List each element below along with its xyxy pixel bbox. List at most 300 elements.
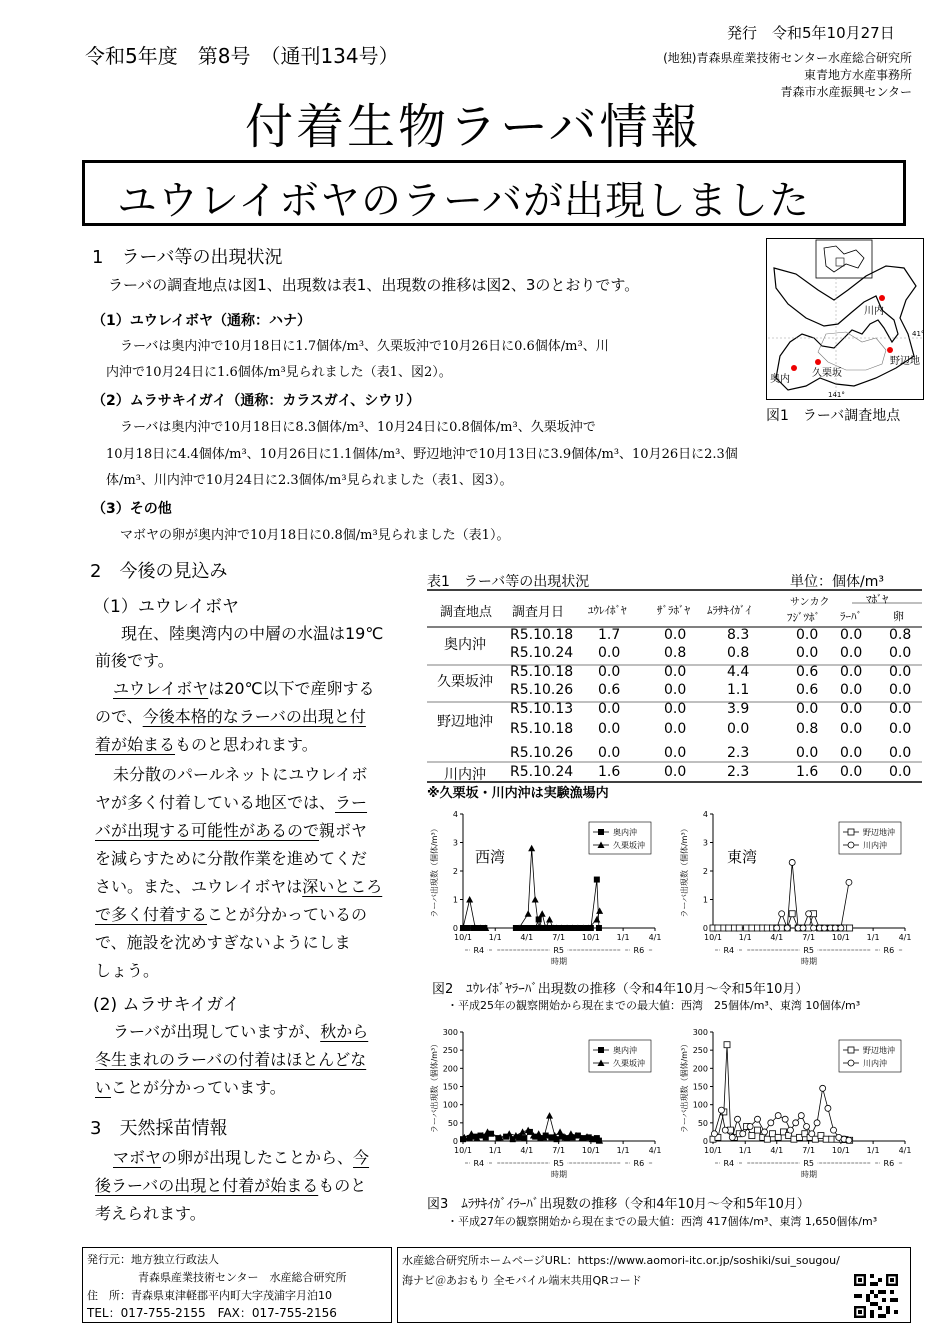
section2-p4 — [95, 1018, 368, 1102]
period-label: R4 — [723, 1159, 735, 1168]
table-cell-value: 0.0 — [664, 745, 687, 761]
data-point — [787, 1127, 793, 1133]
y-tick-label: 0 — [702, 924, 708, 933]
data-point — [793, 1120, 799, 1126]
y-axis-label: ラーバ出現数（個体/m³） — [430, 1039, 439, 1134]
period-label: R6 — [883, 1159, 895, 1168]
text-run: さい。また、ユウレイボヤは — [95, 877, 303, 896]
series-line — [777, 862, 849, 928]
data-point — [789, 859, 795, 865]
data-point — [594, 877, 600, 883]
table-cell-date: R5.10.13 — [510, 701, 574, 717]
legend-label: 久栗坂沖 — [613, 841, 645, 850]
text-run: ラーバが出現していますが、 — [113, 1022, 321, 1041]
data-point — [736, 925, 742, 931]
text-run: で、施設を沈めすぎないようにしま — [95, 933, 351, 952]
legend-label: 川内沖 — [863, 841, 887, 850]
p1-line: 前後です。 — [95, 651, 174, 670]
table-cell-value: 0.6 — [796, 682, 819, 698]
map-caption: 図1 ラーバ調査地点 — [766, 408, 901, 424]
text-run: ことが分かっているの — [207, 905, 368, 924]
site-noheji — [887, 347, 893, 353]
station-kuriyasaka: 久栗坂沖 — [437, 674, 493, 690]
text-run: ものと思われます。 — [175, 735, 318, 754]
x-tick-label: 10/1 — [581, 1146, 600, 1155]
y-tick-label: 200 — [442, 1064, 458, 1074]
legend-label: 奥内沖 — [613, 1046, 637, 1055]
table-cell-value: 0.0 — [664, 664, 687, 680]
data-point — [846, 879, 852, 885]
table-note: ※久栗坂・川内沖は実験漁場内 — [427, 786, 609, 801]
sub1-line-1: ラーバは奥内沖で10月18日に1.7個体/m³、久栗坂沖で10月26日に0.6個体/m³、川 — [120, 339, 609, 354]
text-run: しょう。 — [95, 961, 160, 980]
paragraph-line — [95, 789, 382, 817]
data-point — [539, 910, 546, 917]
publisher-1: (地独)青森県産業技術センター水産総合研究所 — [663, 51, 912, 65]
chart-fig3-east — [675, 1020, 920, 1185]
table-cell-value: 0.0 — [889, 645, 912, 661]
chart-title: 東湾 — [727, 848, 758, 866]
y-tick-label: 200 — [692, 1064, 708, 1074]
table-cell-value: 3.9 — [727, 701, 750, 717]
x-axis-label: 時期 — [801, 957, 817, 966]
table-cell-value: 0.0 — [796, 627, 819, 643]
col-header-sankaku: サンカク — [790, 597, 830, 608]
x-tick-label: 1/1 — [488, 1146, 502, 1155]
section1-heading: 1 ラーバ等の出現状況 — [92, 247, 283, 268]
data-point — [820, 1085, 826, 1091]
data-point — [754, 1127, 760, 1133]
data-point — [848, 1060, 854, 1066]
x-tick-label: 1/1 — [866, 1146, 880, 1155]
y-tick-label: 3 — [452, 838, 458, 848]
y-tick-label: 0 — [452, 1137, 458, 1146]
table-cell-value: 0.0 — [664, 764, 687, 780]
period-label: R5 — [553, 946, 564, 955]
col-header-maboya: ﾏﾎﾞﾔ — [866, 593, 888, 606]
table-cell-date: R5.10.26 — [510, 682, 574, 698]
table-cell-value: 0.0 — [598, 721, 621, 737]
data-point — [812, 1136, 818, 1142]
data-point — [740, 1131, 746, 1137]
data-point — [789, 911, 795, 917]
table-cell-value: 0.0 — [840, 764, 863, 780]
data-point — [726, 925, 732, 931]
table-cell-value: 0.0 — [598, 701, 621, 717]
underlined-text: ラー — [335, 793, 368, 812]
y-tick-label: 300 — [692, 1028, 708, 1037]
data-point — [779, 911, 785, 917]
section2-sub2-title: (2) ムラサキイガイ — [93, 995, 240, 1015]
paragraph-line — [95, 873, 382, 901]
legend-label: 久栗坂沖 — [613, 1059, 645, 1068]
site-kuriyasaka — [815, 359, 821, 365]
x-axis-label: 時期 — [551, 1170, 567, 1179]
table-cell-value: 0.0 — [598, 745, 621, 761]
col-header-larva: ﾗｰﾊﾞ — [840, 610, 862, 623]
underlined-text: 秋から — [320, 1022, 369, 1041]
chart-fig2-west — [425, 802, 670, 972]
data-point — [724, 1042, 730, 1048]
legend-label: 野辺地沖 — [863, 1046, 895, 1055]
table-cell-date: R5.10.18 — [510, 664, 574, 680]
x-tick-label: 4/1 — [520, 1146, 534, 1155]
col-header-murasakiigai: ﾑﾗｻｷｲｶﾞｲ — [707, 604, 751, 617]
chart-fig2-east — [675, 802, 920, 972]
data-point — [535, 1130, 542, 1137]
col-header-station: 調査地点 — [440, 605, 493, 620]
y-axis-label: ラーバ出現数（個体/m³） — [430, 824, 439, 918]
x-tick-label: 4/1 — [898, 933, 912, 942]
x-tick-label: 10/1 — [454, 933, 472, 942]
x-tick-label: 1/1 — [616, 1146, 630, 1155]
table-cell-value: 0.0 — [664, 627, 687, 643]
y-tick-label: 50 — [447, 1118, 458, 1128]
table-cell-date: R5.10.24 — [510, 764, 574, 780]
paragraph-line — [95, 1074, 368, 1102]
data-point — [798, 1113, 804, 1119]
table-caption: 表1 ラーバ等の出現状況 — [427, 574, 590, 590]
data-point — [567, 1130, 574, 1137]
paragraph-line — [95, 817, 382, 845]
paragraph-line — [95, 761, 382, 789]
qr-code-icon[interactable] — [854, 1274, 898, 1318]
station-noheji: 野辺地沖 — [437, 714, 493, 730]
data-point — [823, 1136, 829, 1142]
paragraph-line — [95, 901, 382, 929]
table-cell-value: 0.0 — [840, 645, 863, 661]
data-point — [729, 1134, 735, 1140]
sub3-title: （3）その他 — [92, 501, 172, 517]
data-point — [747, 1123, 753, 1129]
y-tick-label: 50 — [697, 1118, 708, 1128]
underlined-text: ユウレイボヤ — [113, 679, 209, 698]
data-point — [775, 1113, 781, 1119]
site-kawauchi — [879, 295, 885, 301]
table-cell-value: 0.0 — [664, 721, 687, 737]
x-tick-label: 1/1 — [738, 1146, 752, 1155]
table-cell-value: 4.4 — [727, 664, 750, 680]
data-point — [715, 925, 721, 931]
paragraph-line — [95, 845, 382, 873]
data-point — [811, 925, 817, 931]
table-cell-value: 0.8 — [796, 721, 819, 737]
col-header-egg: 卵 — [893, 610, 904, 623]
table-cell-value: 0.8 — [664, 645, 687, 661]
issue-date: 発行 令和5年10月27日 — [727, 24, 895, 42]
sub2-title: （2）ムラサキイガイ（通称：カラスガイ、シウリ） — [92, 393, 421, 409]
text-run: を減らすために分散作業を進めてくだ — [95, 849, 368, 868]
table-cell-value: 0.0 — [840, 745, 863, 761]
paragraph-line — [95, 1172, 369, 1200]
map-lon-label: 141° — [828, 391, 845, 399]
data-point — [722, 1127, 728, 1133]
map-label-kuriyasaka: 久栗坂 — [812, 368, 842, 379]
x-tick-label: 10/1 — [831, 1146, 850, 1155]
data-point — [768, 1120, 774, 1126]
table-cell-value: 2.3 — [727, 764, 750, 780]
data-point — [832, 925, 838, 931]
data-point — [466, 896, 473, 903]
x-tick-label: 10/1 — [704, 1146, 722, 1155]
data-point — [821, 925, 827, 931]
survey-map — [766, 238, 924, 400]
data-point — [749, 1133, 755, 1139]
issue-number: 令和5年度 第8号 （通刊134号） — [85, 44, 399, 68]
legend-label: 野辺地沖 — [863, 828, 895, 837]
data-point — [735, 1116, 741, 1122]
section3-heading: 3 天然採苗情報 — [90, 1118, 228, 1139]
data-point — [711, 1131, 717, 1137]
legend-label: 川内沖 — [863, 1059, 887, 1068]
table-cell-value: 2.3 — [727, 745, 750, 761]
data-point — [557, 1128, 564, 1135]
y-tick-label: 300 — [442, 1028, 458, 1037]
y-tick-label: 0 — [702, 1137, 708, 1146]
data-point — [847, 925, 853, 931]
y-tick-label: 150 — [692, 1082, 708, 1092]
underlined-text: 着が始まる — [95, 735, 176, 754]
col-header-yureiboya: ﾕｳﾚｲﾎﾞﾔ — [588, 604, 627, 617]
text-run: 親ボヤ — [319, 821, 368, 840]
y-tick-label: 250 — [692, 1046, 708, 1056]
underlined-text: い — [95, 1078, 112, 1097]
table-cell-value: 0.0 — [889, 721, 912, 737]
data-point — [831, 1127, 837, 1133]
x-tick-label: 7/1 — [802, 1146, 816, 1155]
footer-contact: TEL：017-755-2155 FAX：017-755-2156 — [87, 1306, 337, 1320]
data-point — [848, 842, 854, 848]
y-tick-label: 2 — [452, 867, 458, 876]
data-point — [525, 910, 532, 917]
table-cell-value: 8.3 — [727, 627, 750, 643]
publisher-2: 東青地方水産事務所 — [803, 68, 912, 82]
underlined-text: 後ラーバの出現と付着が始まる — [95, 1176, 319, 1195]
period-label: R4 — [473, 1159, 485, 1168]
data-point — [762, 1129, 768, 1135]
data-point — [791, 1136, 797, 1142]
data-point — [506, 1130, 513, 1137]
p1-line: 現在、陸奥湾内の中層の水温は19℃ — [121, 624, 384, 643]
x-tick-label: 4/1 — [648, 933, 662, 942]
sub1-line-2: 内沖で10月24日に1.6個体/m³見られました（表1、図2）。 — [106, 365, 452, 380]
y-tick-label: 100 — [692, 1100, 708, 1110]
map-label-noheji: 野辺地 — [890, 356, 920, 367]
y-tick-label: 100 — [442, 1100, 458, 1110]
sub2-line-1: ラーバは奥内沖で10月18日に8.3個体/m³、10月24日に0.8個体/m³、久栗坂沖で — [120, 420, 596, 435]
data-point — [598, 1047, 604, 1053]
table-cell-date: R5.10.18 — [510, 627, 574, 643]
col-header-zaraboya: ｻﾞﾗﾎﾞﾔ — [657, 604, 690, 617]
chart-title: 西湾 — [475, 848, 506, 866]
x-tick-label: 10/1 — [581, 933, 600, 942]
data-point — [804, 1123, 810, 1129]
station-okunai: 奥内沖 — [444, 637, 486, 653]
data-point — [521, 1135, 527, 1141]
table-cell-value: 0.0 — [840, 664, 863, 680]
section2-p1 — [95, 620, 383, 674]
table-cell-value: 0.8 — [889, 627, 912, 643]
footer-address: 住 所：青森県東津軽郡平内町大字茂浦字月泊10 — [87, 1289, 332, 1302]
data-point — [593, 916, 600, 923]
data-point — [809, 1131, 815, 1137]
period-label: R6 — [633, 946, 645, 955]
x-tick-label: 1/1 — [616, 933, 630, 942]
text-run: ものと — [318, 1176, 367, 1195]
table-cell-value: 0.0 — [664, 701, 687, 717]
period-label: R5 — [553, 1159, 564, 1168]
sub2-line-2: 10月18日に4.4個体/m³、10月26日に1.1個体/m³、野辺地沖で10月13日に3.9個体/m³、10月26日に2.3個 — [106, 447, 738, 462]
y-tick-label: 4 — [452, 810, 458, 819]
x-axis-label: 時期 — [801, 1170, 817, 1179]
footer-url[interactable]: 水産総合研究所ホームページURL：https://www.aomori-itc.or.jp/soshiki/sui_sougou/ — [402, 1254, 840, 1267]
x-tick-label: 7/1 — [802, 933, 816, 942]
data-point — [838, 925, 844, 931]
y-tick-label: 1 — [452, 895, 458, 905]
paragraph-line — [95, 1200, 369, 1228]
sub3-line-1: マボヤの卵が奥内沖で10月18日に0.8個/m³見られました（表1）。 — [120, 528, 510, 543]
legend-label: 奥内沖 — [613, 828, 637, 837]
table-cell-value: 0.0 — [598, 664, 621, 680]
table-cell-date: R5.10.26 — [510, 745, 574, 761]
data-point — [800, 925, 806, 931]
sub1-title: （1）ユウレイボヤ（通称：ハナ） — [92, 313, 312, 329]
sub2-line-3: 体/m³、川内沖で10月24日に2.3個体/m³見られました（表1、図3）。 — [106, 473, 513, 488]
section2-sub1-title: （1）ユウレイボヤ — [93, 597, 239, 617]
text-run: 考えられます。 — [95, 1204, 206, 1223]
y-axis-label: ラーバ出現数（個体/m³） — [680, 824, 689, 918]
x-tick-label: 7/1 — [552, 1146, 566, 1155]
data-point — [784, 925, 790, 931]
text-run: の卵が出現したことから、 — [161, 1148, 354, 1167]
x-tick-label: 4/1 — [648, 1146, 662, 1155]
footer-org: 青森県産業技術センター 水産総合研究所 — [138, 1271, 347, 1284]
x-tick-label: 4/1 — [770, 1146, 784, 1155]
data-point — [774, 925, 780, 931]
paragraph-line — [95, 1144, 369, 1172]
y-tick-label: 0 — [452, 924, 458, 933]
underlined-text: 今 — [353, 1148, 370, 1167]
table-cell-value: 1.6 — [598, 764, 621, 780]
data-point — [468, 1130, 475, 1137]
paragraph-line — [95, 703, 375, 731]
x-tick-label: 1/1 — [738, 933, 752, 942]
map-lat-label: 41° — [912, 330, 924, 338]
table-cell-value: 0.0 — [889, 701, 912, 717]
inset-map — [816, 240, 872, 278]
table-cell-value: 0.0 — [664, 682, 687, 698]
table-cell-value: 0.0 — [889, 682, 912, 698]
table-cell-value: 0.0 — [840, 682, 863, 698]
text-run: は20℃以下で産卵する — [208, 679, 375, 698]
fig2-note: ・平成25年の観察開始から現在までの最大値：西湾 25個体/m³、東湾 10個体/m³ — [447, 999, 861, 1012]
paragraph-line — [95, 957, 382, 985]
y-tick-label: 150 — [442, 1082, 458, 1092]
data-point — [848, 829, 854, 835]
data-point — [825, 1105, 831, 1111]
data-point — [528, 845, 535, 852]
table-cell-value: 0.0 — [889, 764, 912, 780]
text-run: 未分散のパールネットにユウレイボ — [113, 765, 368, 784]
table-cell-value: 0.0 — [840, 721, 863, 737]
table-cell-value: 1.6 — [796, 764, 819, 780]
period-label: R6 — [633, 1159, 645, 1168]
data-point — [596, 907, 603, 914]
fig3-caption: 図3 ﾑﾗｻｷｲｶﾞｲﾗｰﾊﾞ出現数の推移（令和4年10月～令和5年10月） — [427, 1197, 810, 1212]
x-tick-label: 4/1 — [520, 933, 534, 942]
data-point — [532, 896, 539, 903]
data-point — [718, 1107, 724, 1113]
data-point — [848, 1047, 854, 1053]
table-cell-value: 0.0 — [796, 701, 819, 717]
section2-p3 — [95, 761, 382, 985]
underlined-text: で多く付着する — [95, 905, 208, 924]
footer-publisher-box — [82, 1247, 392, 1323]
underlined-text: 深いところ — [302, 877, 383, 896]
table-unit: 単位：個体/m³ — [790, 574, 884, 590]
table-cell-value: 0.0 — [796, 745, 819, 761]
period-label: R4 — [723, 946, 735, 955]
period-label: R6 — [883, 946, 895, 955]
period-label: R5 — [803, 1159, 814, 1168]
map-label-kawauchi: 川内 — [864, 306, 884, 317]
underlined-text: 今後本格的なラーバの出現と付 — [142, 707, 366, 726]
data-point — [546, 1112, 553, 1119]
section2-p2 — [95, 675, 375, 759]
col-header-date: 調査月日 — [512, 605, 565, 620]
table-cell-value: 1.1 — [727, 682, 750, 698]
table-cell-value: 0.6 — [796, 664, 819, 680]
data-point — [598, 829, 604, 835]
headline: ユウレイボヤのラーバが出現しました — [117, 178, 810, 224]
period-label: R4 — [473, 946, 485, 955]
data-point — [770, 1131, 776, 1137]
text-run: ので、 — [95, 707, 143, 726]
paragraph-line — [95, 1018, 368, 1046]
data-point — [814, 1120, 820, 1126]
section2-heading: 2 今後の見込み — [90, 561, 228, 582]
publisher-3: 青森市水産振興センター — [780, 85, 912, 99]
paragraph-line — [95, 1046, 368, 1074]
underlined-text: 冬生まれのラーバの付着はほとんどな — [95, 1050, 367, 1069]
site-okunai — [791, 365, 797, 371]
paragraph-line — [95, 929, 382, 957]
period-label: R5 — [803, 946, 814, 955]
data-point — [806, 911, 812, 917]
text-run: ことが分かっています。 — [111, 1078, 286, 1097]
x-tick-label: 10/1 — [704, 933, 722, 942]
table-cell-value: 0.0 — [840, 701, 863, 717]
data-point — [519, 1128, 526, 1135]
data-point — [546, 916, 553, 923]
x-axis-label: 時期 — [551, 957, 567, 966]
col-header-fujitsubo: ﾌｼﾞﾂﾎﾞ — [787, 611, 820, 624]
series-line — [713, 1045, 850, 1141]
data-point — [596, 925, 602, 931]
table-cell-value: 0.0 — [889, 664, 912, 680]
headline-box — [82, 160, 906, 226]
x-tick-label: 1/1 — [488, 933, 502, 942]
fig3-note: ・平成27年の観察開始から現在までの最大値：西湾 417個体/m³、東湾 1,650個体/m³ — [447, 1215, 878, 1228]
section1-intro: ラーバの調査地点は図1、出現数は表1、出現数の推移は図2、3のとおりです。 — [108, 276, 640, 294]
data-point — [846, 1137, 852, 1143]
footer-qr-label: 海ナビ＠あおもり 全モバイル端末共用QRコード — [402, 1274, 642, 1287]
x-tick-label: 10/1 — [454, 1146, 472, 1155]
table-cell-date: R5.10.24 — [510, 645, 574, 661]
paragraph-line — [95, 731, 375, 759]
x-tick-label: 4/1 — [770, 933, 784, 942]
page-title: 付着生物ラーバ情報 — [245, 99, 702, 155]
